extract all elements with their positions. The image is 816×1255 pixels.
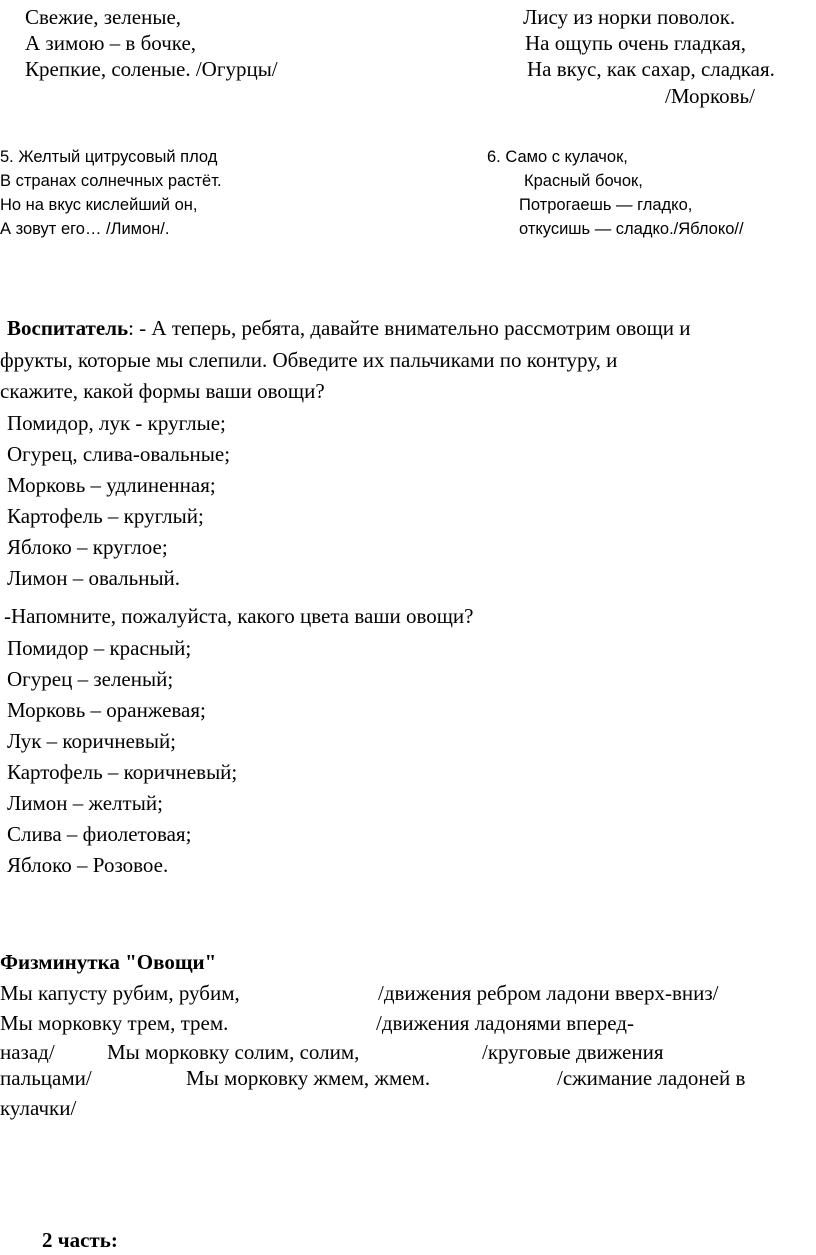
text-line: фрукты, которые мы слепили. Обведите их пальчиками по контуру, и bbox=[0, 348, 618, 372]
text-line: /сжимание ладоней в bbox=[557, 1066, 746, 1090]
list-item: Лимон – овальный. bbox=[7, 566, 181, 590]
text-line: Лису из норки поволок. bbox=[523, 5, 736, 29]
text-line: /круговые движения bbox=[482, 1040, 664, 1064]
text-line: пальцами/ bbox=[0, 1066, 92, 1090]
list-item: Картофель – коричневый; bbox=[7, 760, 238, 784]
list-item: Яблоко – Розовое. bbox=[7, 853, 169, 877]
text-line: В странах солнечных растёт. bbox=[0, 172, 222, 190]
text-line: Мы морковку трем, трем. bbox=[0, 1011, 229, 1035]
text-line: Мы морковку жмем, жмем. bbox=[186, 1066, 431, 1090]
text-line: Мы капусту рубим, рубим, bbox=[0, 981, 240, 1005]
text-line: А зимою – в бочке, bbox=[25, 31, 197, 55]
teacher-line bbox=[7, 316, 691, 340]
text-line: 5. Желтый цитрусовый плод bbox=[0, 148, 218, 166]
list-item: Слива – фиолетовая; bbox=[7, 822, 192, 846]
text-line: Красный бочок, bbox=[524, 172, 643, 190]
text-line: На ощупь очень гладкая, bbox=[525, 31, 747, 55]
text-line: скажите, какой формы ваши овощи? bbox=[0, 379, 325, 403]
text-line: Потрогаешь — гладко, bbox=[519, 196, 693, 214]
speaker-label: Воспитатель bbox=[7, 316, 129, 340]
text-line: кулачки/ bbox=[0, 1096, 77, 1120]
text-line: Свежие, зеленые, bbox=[25, 5, 182, 29]
text-line: назад/ bbox=[0, 1040, 55, 1064]
text-line: /Морковь/ bbox=[665, 84, 755, 108]
text-line: /движения ладонями вперед- bbox=[376, 1011, 634, 1035]
question-line: -Напомните, пожалуйста, какого цвета ваши овощи? bbox=[4, 604, 474, 628]
list-item: Огурец – зеленый; bbox=[7, 667, 174, 691]
text-line: А зовут его… /Лимон/. bbox=[0, 220, 170, 238]
list-item: Огурец, слива-овальные; bbox=[7, 442, 231, 466]
list-item: Морковь – оранжевая; bbox=[7, 698, 206, 722]
text-line: Мы морковку солим, солим, bbox=[107, 1040, 360, 1064]
text-line: откусишь — сладко./Яблоко// bbox=[519, 220, 744, 238]
text-line: /движения ребром ладони вверх-вниз/ bbox=[378, 981, 719, 1005]
list-item: Лук – коричневый; bbox=[7, 729, 177, 753]
text-line: 6. Само с кулачок, bbox=[487, 148, 628, 166]
list-item: Картофель – круглый; bbox=[7, 504, 204, 528]
list-item: Лимон – желтый; bbox=[7, 791, 163, 815]
list-item: Помидор – красный; bbox=[7, 636, 192, 660]
section-title: 2 часть: bbox=[42, 1228, 118, 1252]
text-line: Но на вкус кислейший он, bbox=[0, 196, 198, 214]
list-item: Морковь – удлиненная; bbox=[7, 473, 216, 497]
text: : - А теперь, ребята, давайте внимательно рассмотрим овощи и bbox=[128, 316, 691, 340]
section-title: Физминутка "Овощи" bbox=[0, 950, 217, 974]
list-item: Яблоко – круглое; bbox=[7, 535, 168, 559]
text-line: На вкус, как сахар, сладкая. bbox=[527, 57, 775, 81]
list-item: Помидор, лук - круглые; bbox=[7, 411, 226, 435]
text-line: Крепкие, соленые. /Огурцы/ bbox=[25, 57, 278, 81]
